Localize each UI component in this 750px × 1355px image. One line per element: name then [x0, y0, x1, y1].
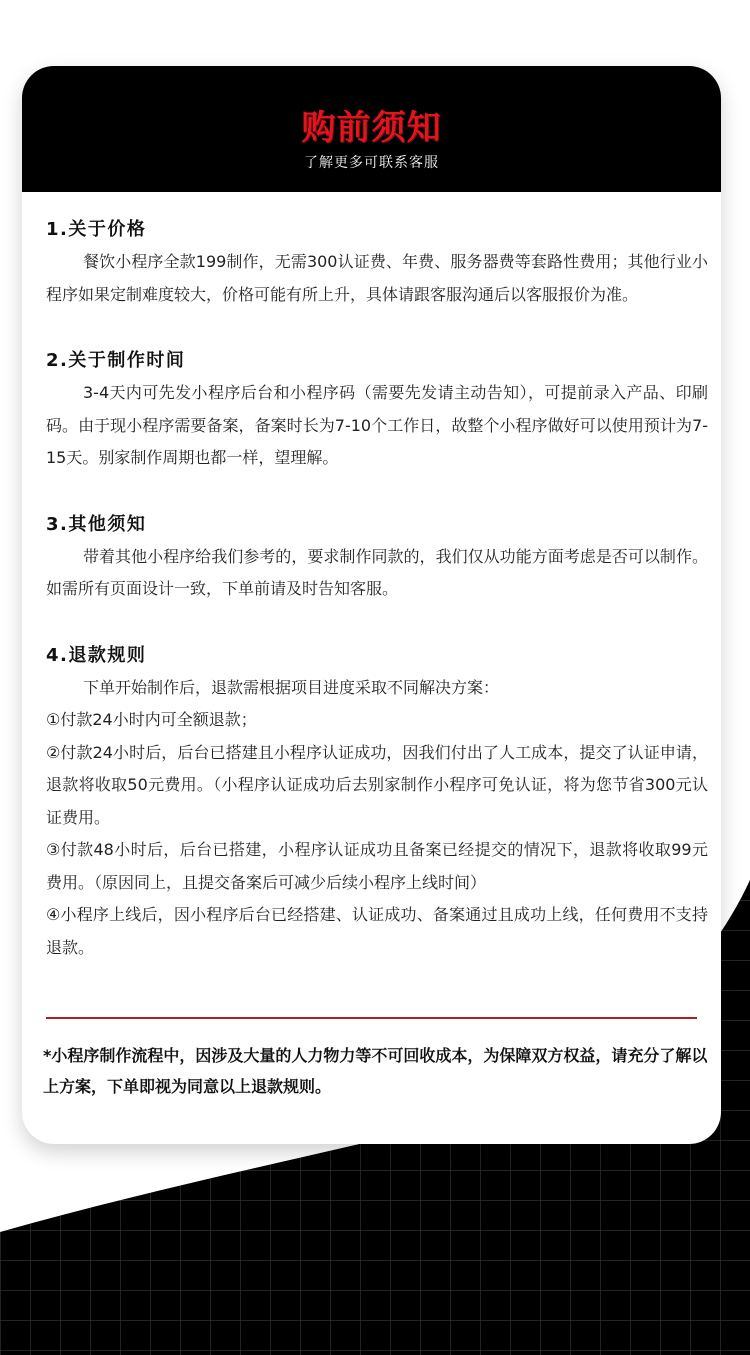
section-2: [46, 345, 708, 475]
page-subtitle: 了解更多可联系客服: [304, 155, 439, 171]
refund-agreement-note: *小程序制作流程中，因涉及大量的人力物力等不可回收成本，为保障双方权益，请充分了解以上方案，下单即视为同意以上退款规则。: [43, 1046, 708, 1096]
section-paragraph: ④小程序上线后，因小程序后台已经搭建、认证成功、备案通过且成功上线，任何费用不支持退款。: [46, 905, 708, 957]
notice-card: [22, 66, 721, 1144]
section-paragraph: 带着其他小程序给我们参考的，要求制作同款的，我们仅从功能方面考虑是否可以制作。如需所有页面设计一致，下单前请及时告知客服。: [46, 546, 708, 598]
section-paragraph: 下单开始制作后，退款需根据项目进度采取不同解决方案：: [83, 677, 500, 697]
section-heading: 3.其他须知: [46, 513, 147, 535]
section-paragraph: ②付款24小时后，后台已搭建且小程序认证成功，因我们付出了人工成本，提交了认证申请，退款将收取50元费用。（小程序认证成功后去别家制作小程序可免认证，将为您节省300元认证费用。: [46, 742, 708, 827]
section-heading: 2.关于制作时间: [46, 350, 186, 371]
section-3: [46, 509, 708, 606]
section-paragraph: ①付款24小时内可全额退款；: [46, 710, 257, 729]
section-4: [46, 640, 708, 965]
notice-content: [46, 214, 708, 998]
page-title: 购前须知: [301, 108, 442, 148]
section-1: [46, 214, 708, 311]
section-paragraph: ③付款48小时后，后台已搭建，小程序认证成功且备案已经提交的情况下，退款将收取99元费用。（原因同上，且提交备案后可减少后续小程序上线时间）: [46, 840, 708, 892]
section-paragraph: 3-4天内可先发小程序后台和小程序码（需要先发请主动告知），可提前录入产品、印刷码。由于现小程序需要备案，备案时长为7-10个工作日，故整个小程序做好可以使用预计为7-15天。别家制作周期也都一样，望理解。: [46, 383, 708, 467]
section-heading: 1.关于价格: [46, 219, 147, 240]
divider-line: [46, 1017, 697, 1019]
card-header: [22, 66, 721, 192]
section-heading: 4.退款规则: [46, 644, 147, 666]
section-paragraph: 餐饮小程序全款199制作，无需300认证费、年费、服务器费等套路性费用；其他行业小程序如果定制难度较大，价格可能有所上升，具体请跟客服沟通后以客服报价为准。: [46, 252, 708, 304]
